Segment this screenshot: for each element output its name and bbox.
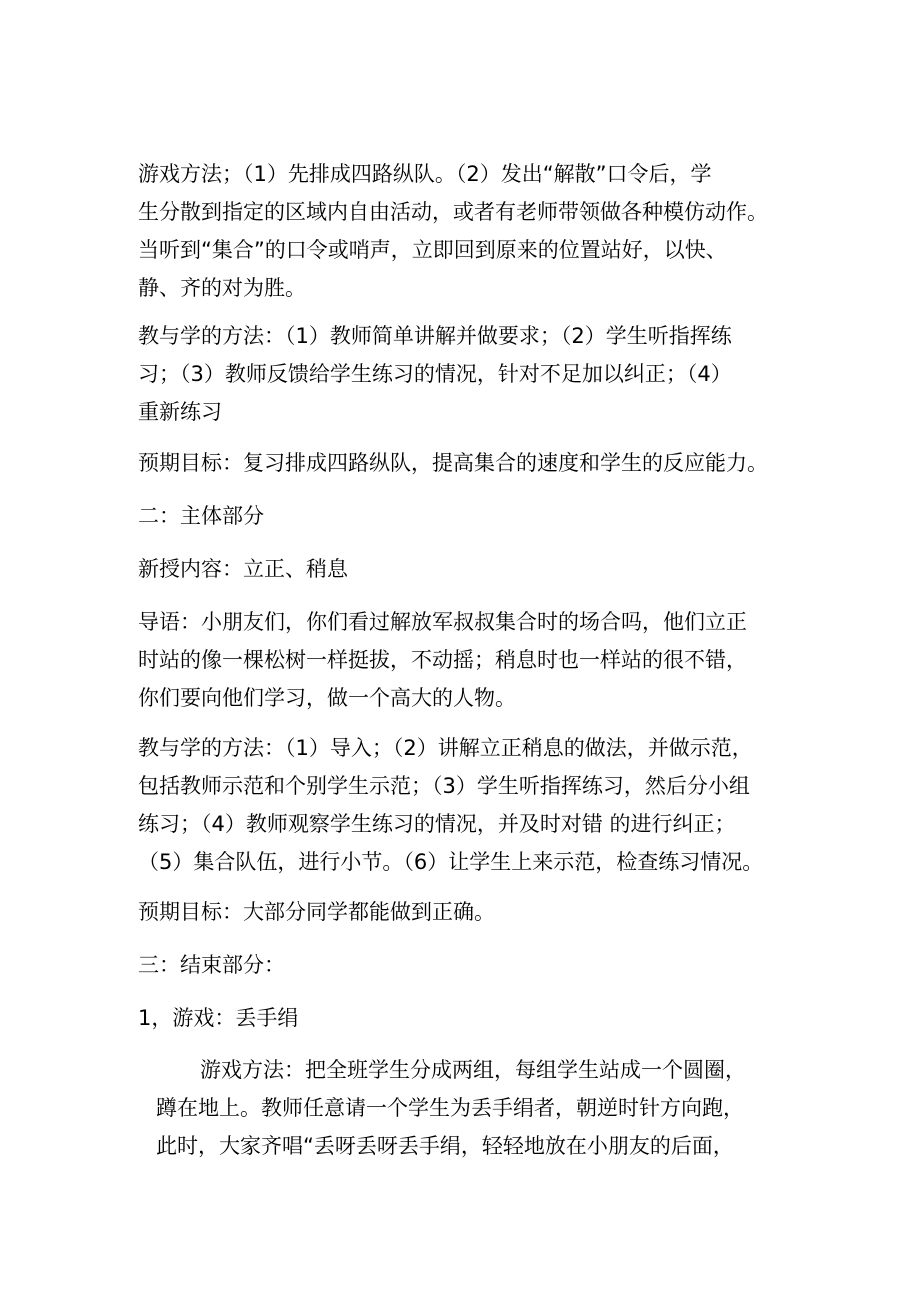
section-heading-closing — [138, 946, 818, 984]
paragraph-expected-goal-2 — [138, 893, 818, 931]
paragraph-teaching-method-2 — [138, 729, 818, 881]
text-line: 此时，大家齐唱“丢呀丢呀丢手绢，轻轻地放在小朋友的后面， — [156, 1134, 734, 1158]
text-line: 1，游戏：丢手绢 — [138, 1006, 299, 1030]
text-line: （5）集合队伍，进行小节。（6）让学生上来示范，检查练习情况。 — [138, 850, 764, 874]
text-line: 三：结束部分： — [138, 953, 285, 977]
text-line: 游戏方法；（1）先排成四路纵队。（2）发出“解散”口令后，学 — [138, 162, 712, 186]
text-line: 生分散到指定的区域内自由活动，或者有老师带领做各种模仿动作。 — [138, 200, 768, 224]
text-line: 时站的像一棵松树一样挺拔，不动摇；稍息时也一样站的很不错， — [138, 648, 747, 672]
text-line: 游戏方法：把全班学生分成两组，每组学生站成一个圆圈， — [200, 1058, 746, 1082]
text-line: 重新练习 — [138, 400, 222, 424]
text-line: 练习；（4）教师观察学生练习的情况，并及时对错 的进行纠正； — [138, 812, 736, 836]
text-line: 教与学的方法：（1）导入；（2）讲解立正稍息的做法，并做示范， — [138, 736, 753, 760]
text-line: 教与学的方法：（1）教师简单讲解并做要求；（2）学生听指挥练 — [138, 324, 732, 348]
section-heading-main — [138, 497, 818, 535]
paragraph-game-title — [138, 999, 818, 1037]
text-line: 静、齐的对为胜。 — [138, 276, 306, 300]
text-line: 新授内容：立正、稍息 — [138, 557, 348, 581]
paragraph-new-content — [138, 550, 818, 588]
text-line: 预期目标：大部分同学都能做到正确。 — [138, 900, 495, 924]
paragraph-game-method-2 — [138, 1051, 818, 1165]
paragraph-expected-goal-1 — [138, 444, 818, 482]
text-line: 二：主体部分 — [138, 504, 264, 528]
text-line: 蹲在地上。教师任意请一个学生为丢手绢者，朝逆时针方向跑， — [156, 1096, 744, 1120]
paragraph-intro — [138, 603, 818, 717]
text-line: 导语：小朋友们，你们看过解放军叔叔集合时的场合吗，他们立正 — [138, 610, 747, 634]
paragraph-game-method — [138, 155, 818, 307]
paragraph-teaching-method-1 — [138, 317, 818, 431]
text-line: 包括教师示范和个别学生示范；（3）学生听指挥练习，然后分小组 — [138, 774, 750, 798]
text-line: 当听到“集合”的口令或哨声，立即回到原来的位置站好，以快、 — [138, 238, 727, 262]
text-line: 预期目标：复习排成四路纵队，提高集合的速度和学生的反应能力。 — [138, 451, 768, 475]
text-line: 你们要向他们学习，做一个高大的人物。 — [138, 686, 516, 710]
text-line: 习；（3）教师反馈给学生练习的情况，针对不足加以纠正；（4） — [138, 362, 732, 386]
